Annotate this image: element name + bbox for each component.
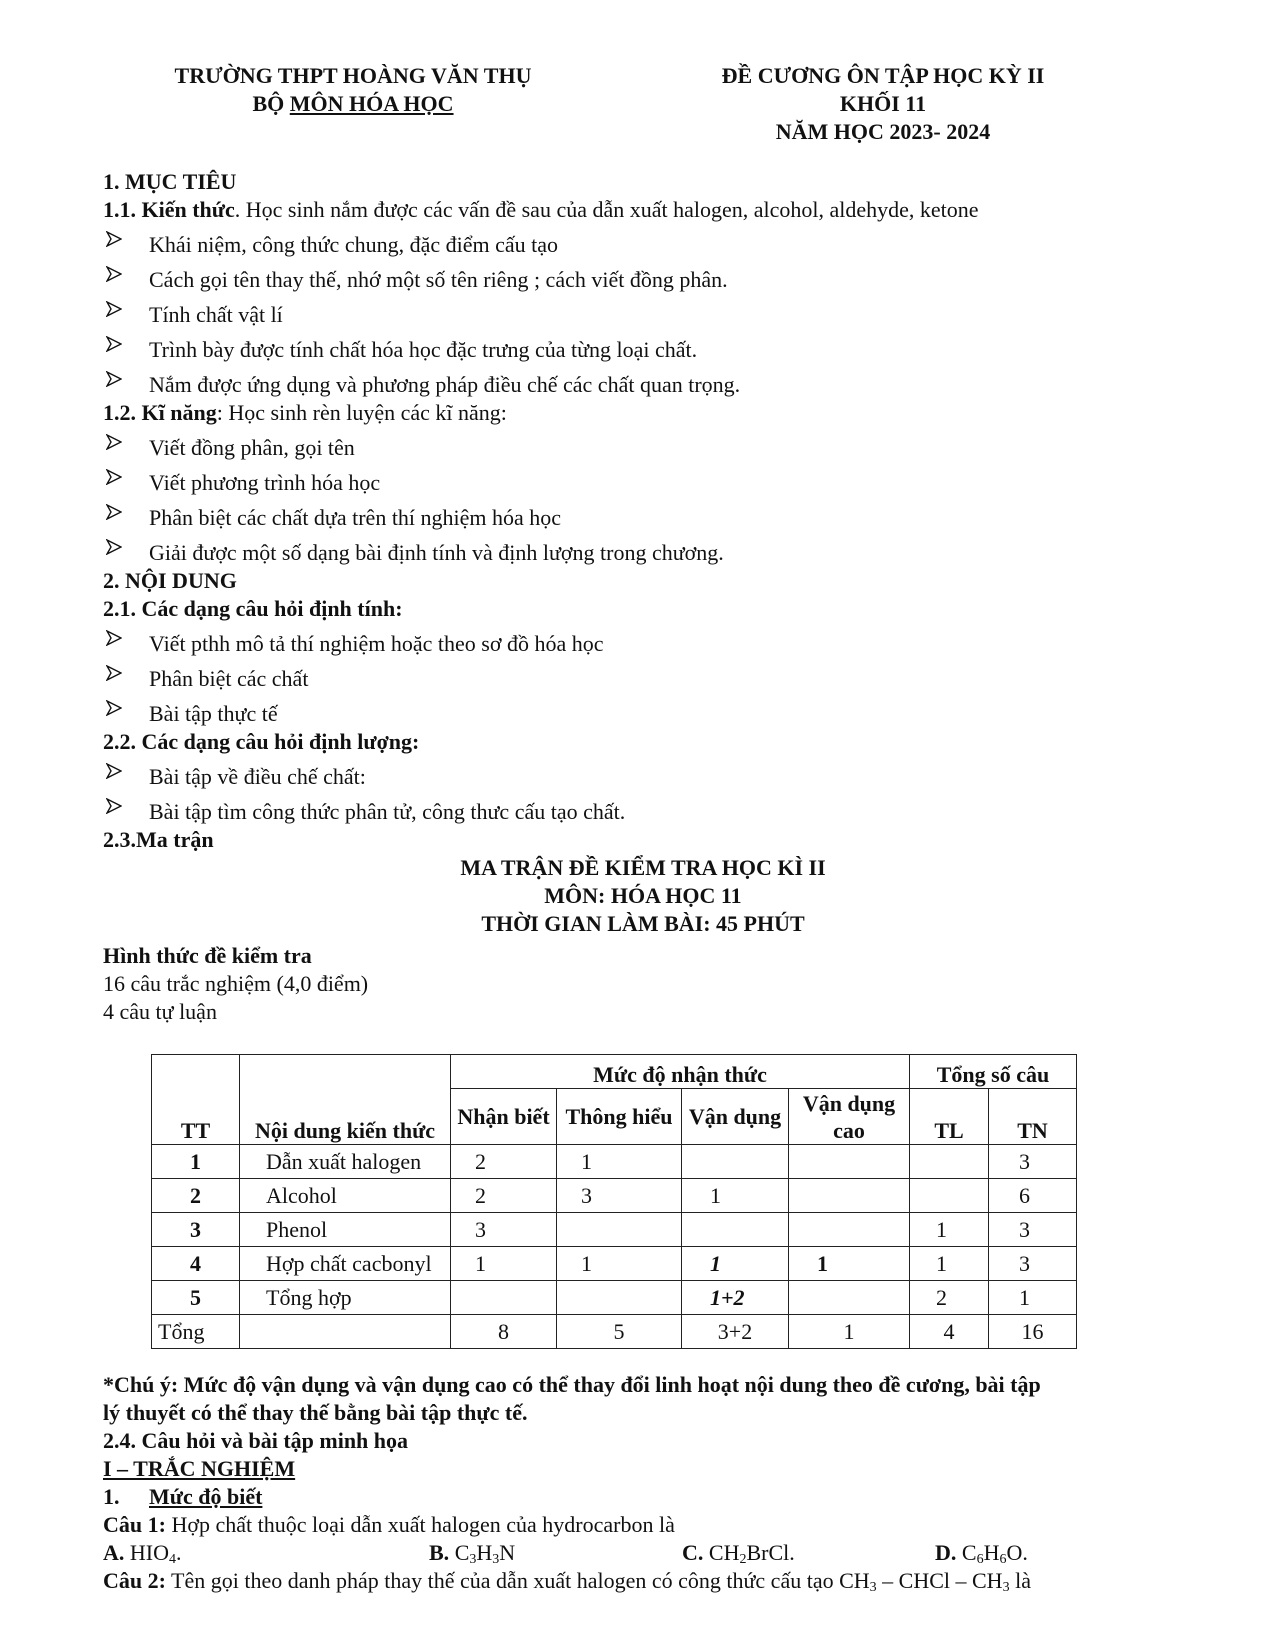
exam-form-line2: 4 câu tự luận	[103, 999, 217, 1024]
question-2: Câu 2: Tên gọi theo danh pháp thay thế của dẫn xuất halogen có công thức cấu tạo $CH_3$ – CHCl – $CH_3$ là	[103, 1568, 1031, 1595]
cell-vd	[682, 1145, 789, 1179]
knowledge-item	[103, 294, 1183, 329]
grade-label: KHỐI 11	[839, 91, 927, 116]
knowledge-item	[103, 224, 1183, 259]
cell-tn: 6	[989, 1179, 1077, 1213]
option-a: A. $HIO_4$.	[103, 1540, 182, 1567]
quantitative-item	[103, 756, 1183, 791]
qualitative-item-text: Bài tập thực tế	[149, 701, 278, 726]
cell-th: 1	[557, 1145, 682, 1179]
question-1-label: Câu 1:	[103, 1512, 166, 1537]
cell-tl	[910, 1179, 989, 1213]
arrow-bullet-icon	[103, 791, 149, 819]
skill-item	[103, 497, 1183, 532]
arrow-bullet-icon	[103, 658, 149, 686]
header-content: Nội dung kiến thức	[240, 1055, 451, 1145]
total-th: 5	[557, 1315, 682, 1349]
skill-item-text: Viết phương trình hóa học	[149, 470, 381, 495]
skills-list	[103, 427, 1183, 567]
skill-item	[103, 427, 1183, 462]
arrow-bullet-icon	[103, 532, 149, 560]
total-tn: 16	[989, 1315, 1077, 1349]
header-total: Tổng số câu	[910, 1055, 1077, 1089]
header-level: Mức độ nhận thức	[451, 1055, 910, 1089]
part1-heading: I – TRẮC NGHIỆM	[103, 1456, 296, 1481]
qualitative-item-text: Viết pthh mô tả thí nghiệm hoặc theo sơ đồ hóa học	[149, 631, 604, 656]
cell-th	[557, 1281, 682, 1315]
quantitative-item-text: Bài tập tìm công thức phân tử, công thưc cấu tạo chất.	[149, 799, 626, 824]
header-tl: TL	[910, 1089, 989, 1145]
table-total-row	[152, 1315, 1077, 1349]
question-1-text: Hợp chất thuộc loại dẫn xuất halogen của hydrocarbon là	[165, 1512, 675, 1537]
cell-tn: 3	[989, 1213, 1077, 1247]
table-row	[152, 1179, 1077, 1213]
question-1	[103, 1511, 1183, 1539]
cell-nb: 1	[451, 1247, 557, 1281]
cell-nb: 3	[451, 1213, 557, 1247]
cell-tl	[910, 1145, 989, 1179]
qualitative-item	[103, 693, 1183, 728]
matrix-title-line1: MA TRẬN ĐỀ KIỂM TRA HỌC KÌ II	[460, 855, 826, 880]
quantitative-title: 2.2. Các dạng câu hỏi định lượng:	[103, 729, 420, 754]
cell-nb	[451, 1281, 557, 1315]
table-row	[152, 1145, 1077, 1179]
cell-th: 3	[557, 1179, 682, 1213]
document-header	[103, 62, 1183, 146]
cell-name: Tổng hợp	[240, 1281, 451, 1315]
note-line1: *Chú ý: Mức độ vận dụng và vận dụng cao có thể thay đổi linh hoạt nội dung theo đề cương, bài tập	[103, 1372, 1041, 1397]
cell-name: Alcohol	[240, 1179, 451, 1213]
matrix-heading: 2.3.Ma trận	[103, 827, 214, 852]
department-prefix: BỘ	[252, 91, 285, 116]
document-title: ĐỀ CƯƠNG ÔN TẬP HỌC KỲ II	[721, 63, 1045, 88]
cell-vd: 1	[682, 1247, 789, 1281]
arrow-bullet-icon	[103, 462, 149, 490]
total-vd: 3+2	[682, 1315, 789, 1349]
cell-vdc	[789, 1213, 910, 1247]
cell-tl: 2	[910, 1281, 989, 1315]
arrow-bullet-icon	[103, 259, 149, 287]
cell-vdc: 1	[789, 1247, 910, 1281]
arrow-bullet-icon	[103, 623, 149, 651]
exam-form-title: Hình thức đề kiểm tra	[103, 943, 312, 968]
skill-item-text: Viết đồng phân, gọi tên	[149, 435, 355, 460]
cell-th	[557, 1213, 682, 1247]
skill-item	[103, 462, 1183, 497]
skills-heading	[103, 399, 1183, 427]
cell-tt: 5	[152, 1281, 240, 1315]
total-tl: 4	[910, 1315, 989, 1349]
knowledge-item-text: Tính chất vật lí	[149, 302, 283, 327]
cell-th: 1	[557, 1247, 682, 1281]
knowledge-list	[103, 224, 1183, 399]
knowledge-item	[103, 329, 1183, 364]
matrix-title-line3: THỜI GIAN LÀM BÀI: 45 PHÚT	[481, 911, 805, 936]
department	[103, 90, 603, 118]
total-vdc: 1	[789, 1315, 910, 1349]
cell-tt: 1	[152, 1145, 240, 1179]
skills-text: : Học sinh rèn luyện các kĩ năng:	[216, 400, 507, 425]
quantitative-item	[103, 791, 1183, 826]
document-page	[103, 62, 1183, 1595]
option-b: B. $C_3H_3N$	[429, 1540, 516, 1567]
cell-name: Phenol	[240, 1213, 451, 1247]
header-tt: TT	[152, 1055, 240, 1145]
qualitative-list	[103, 623, 1183, 728]
total-label: Tổng	[152, 1315, 240, 1349]
cell-vd: 1	[682, 1179, 789, 1213]
matrix-title	[103, 854, 1183, 938]
knowledge-number: 1.1	[103, 197, 131, 222]
qualitative-item	[103, 658, 1183, 693]
knowledge-item-text: Khái niệm, công thức chung, đặc điểm cấu tạo	[149, 232, 559, 257]
header-nb: Nhận biết	[451, 1089, 557, 1145]
arrow-bullet-icon	[103, 497, 149, 525]
knowledge-text: . Học sinh nắm được các vấn đề sau của dẫn xuất halogen, alcohol, aldehyde, ketone	[234, 197, 979, 222]
knowledge-label: . Kiến thức	[130, 197, 235, 222]
cell-tn: 3	[989, 1145, 1077, 1179]
examples-heading: 2.4. Câu hỏi và bài tập minh họa	[103, 1428, 409, 1453]
level1-heading: 1. Mức độ biết	[103, 1484, 263, 1509]
table-row	[152, 1281, 1077, 1315]
question-2-label: Câu 2:	[103, 1568, 166, 1593]
note-line2: lý thuyết có thể thay thế bằng bài tập thực tế.	[103, 1400, 528, 1425]
cell-vd: 1+2	[682, 1281, 789, 1315]
skill-item-text: Phân biệt các chất dựa trên thí nghiệm hóa học	[149, 505, 562, 530]
header-vdc: Vận dụng cao	[789, 1089, 910, 1145]
arrow-bullet-icon	[103, 364, 149, 392]
arrow-bullet-icon	[103, 224, 149, 252]
quantitative-item-text: Bài tập về điều chế chất:	[149, 764, 366, 789]
cell-nb: 2	[451, 1145, 557, 1179]
school-name: TRƯỜNG THPT HOÀNG VĂN THỤ	[174, 63, 532, 88]
knowledge-heading	[103, 196, 1183, 224]
arrow-bullet-icon	[103, 427, 149, 455]
table-row	[152, 1247, 1077, 1281]
cell-tl: 1	[910, 1247, 989, 1281]
cell-tn: 3	[989, 1247, 1077, 1281]
department-name: MÔN HÓA HỌC	[289, 91, 454, 116]
knowledge-item	[103, 364, 1183, 399]
cell-vd	[682, 1213, 789, 1247]
header-right	[643, 62, 1123, 146]
school-year: NĂM HỌC 2023- 2024	[775, 119, 991, 144]
qualitative-item	[103, 623, 1183, 658]
arrow-bullet-icon	[103, 756, 149, 784]
quantitative-list	[103, 756, 1183, 826]
knowledge-item-text: Cách gọi tên thay thế, nhớ một số tên riêng ; cách viết đồng phân.	[149, 267, 728, 292]
cell-name: Dẫn xuất halogen	[240, 1145, 451, 1179]
knowledge-item-text: Trình bày được tính chất hóa học đặc trưng của từng loại chất.	[149, 337, 698, 362]
cell-vdc	[789, 1281, 910, 1315]
arrow-bullet-icon	[103, 294, 149, 322]
matrix-table	[151, 1054, 1077, 1349]
section-content-title: 2. NỘI DUNG	[103, 568, 237, 593]
skill-item-text: Giải được một số dạng bài định tính và định lượng trong chương.	[149, 540, 724, 565]
cell-tl: 1	[910, 1213, 989, 1247]
skills-label: 1.2. Kĩ năng	[103, 400, 217, 425]
option-d: D. $C_6H_6O$.	[935, 1540, 1028, 1567]
matrix-title-line2: MÔN: HÓA HỌC 11	[544, 883, 742, 908]
qualitative-title: 2.1. Các dạng câu hỏi định tính:	[103, 596, 403, 621]
total-nb: 8	[451, 1315, 557, 1349]
cell-tt: 2	[152, 1179, 240, 1213]
cell-nb: 2	[451, 1179, 557, 1213]
note	[103, 1371, 1183, 1427]
cell-tn: 1	[989, 1281, 1077, 1315]
header-left	[103, 62, 603, 146]
qualitative-item-text: Phân biệt các chất	[149, 666, 309, 691]
cell-name: Hợp chất cacbonyl	[240, 1247, 451, 1281]
total-empty	[240, 1315, 451, 1349]
exam-form-line1: 16 câu trắc nghiệm (4,0 điểm)	[103, 971, 369, 996]
option-c: C. $CH_2BrCl$.	[682, 1540, 795, 1567]
knowledge-item-text: Nắm được ứng dụng và phương pháp điều chế các chất quan trọng.	[149, 372, 741, 397]
header-th: Thông hiểu	[557, 1089, 682, 1145]
header-tn: TN	[989, 1089, 1077, 1145]
cell-vdc	[789, 1145, 910, 1179]
arrow-bullet-icon	[103, 329, 149, 357]
table-row	[152, 1213, 1077, 1247]
cell-vdc	[789, 1179, 910, 1213]
question-1-options	[103, 1539, 1183, 1567]
header-vd: Vận dụng	[682, 1089, 789, 1145]
cell-tt: 3	[152, 1213, 240, 1247]
knowledge-item	[103, 259, 1183, 294]
section-objectives-title: 1. MỤC TIÊU	[103, 169, 237, 194]
skill-item	[103, 532, 1183, 567]
cell-tt: 4	[152, 1247, 240, 1281]
arrow-bullet-icon	[103, 693, 149, 721]
